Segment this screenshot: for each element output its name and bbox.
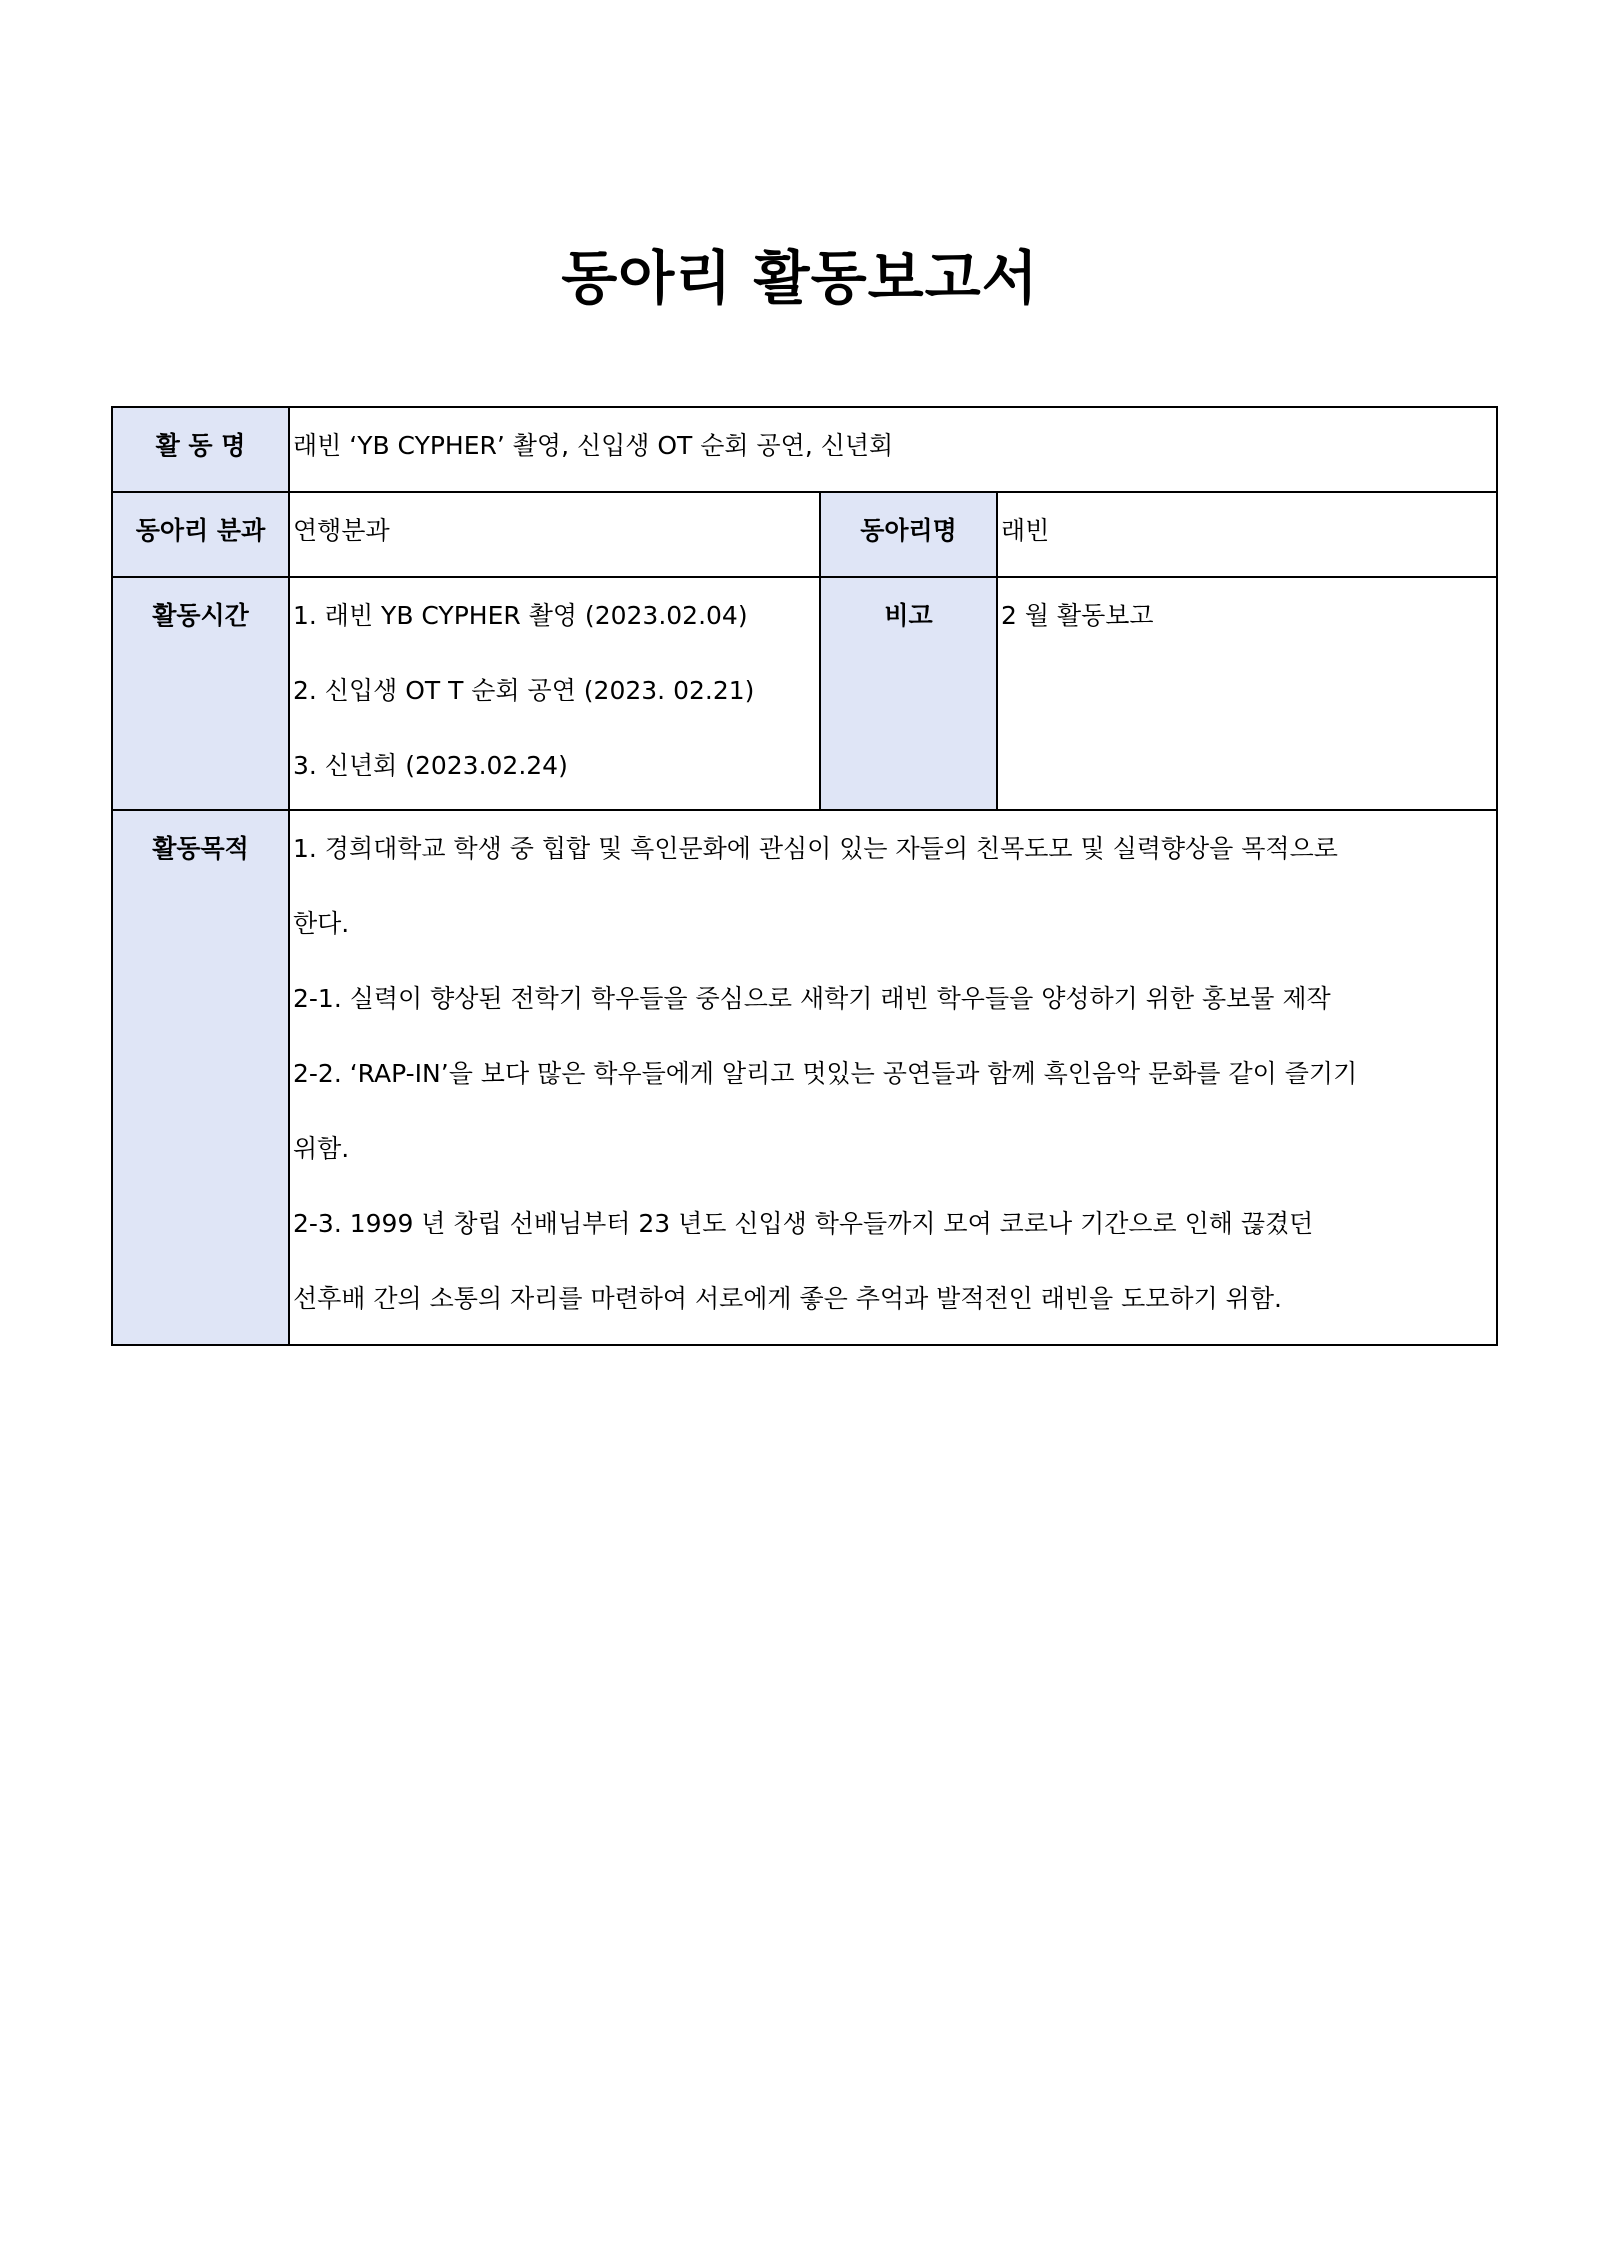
purpose-line: 선후배 간의 소통의 자리를 마련하여 서로에게 좋은 추억과 발적전인 래빈을 도모하기 위함. — [293, 1284, 1282, 1313]
value-remarks: 2 월 활동보고 — [997, 577, 1497, 810]
value-division: 연행분과 — [289, 492, 820, 577]
label-club-name: 동아리명 — [820, 492, 997, 577]
purpose-line: 위함. — [293, 1134, 350, 1163]
row-activity-name — [112, 407, 1497, 492]
row-purpose — [112, 810, 1497, 1345]
activity-time-item: 2. 신입생 OT T 순회 공연 (2023. 02.21) — [293, 676, 755, 705]
label-activity-name: 활 동 명 — [112, 407, 289, 492]
label-remarks: 비고 — [820, 577, 997, 810]
activity-time-item: 1. 래빈 YB CYPHER 촬영 (2023.02.04) — [293, 601, 748, 630]
value-activity-name: 래빈 ‘YB CYPHER’ 촬영, 신입생 OT 순회 공연, 신년회 — [289, 407, 1497, 492]
value-club-name: 래빈 — [997, 492, 1497, 577]
label-purpose: 활동목적 — [112, 810, 289, 1345]
label-division: 동아리 분과 — [112, 492, 289, 577]
value-activity-time — [289, 577, 820, 810]
activity-report-table — [111, 406, 1498, 1346]
activity-time-item: 3. 신년회 (2023.02.24) — [293, 751, 568, 780]
row-division — [112, 492, 1497, 577]
purpose-line: 2-1. 실력이 향상된 전학기 학우들을 중심으로 새학기 래빈 학우들을 양성하기 위한 홍보물 제작 — [293, 984, 1331, 1013]
purpose-line: 2-2. ‘RAP-IN’을 보다 많은 학우들에게 알리고 멋있는 공연들과 함께 흑인음악 문화를 같이 즐기기 — [293, 1059, 1358, 1088]
label-activity-time: 활동시간 — [112, 577, 289, 810]
value-purpose — [289, 810, 1497, 1345]
row-activity-time — [112, 577, 1497, 810]
purpose-line: 1. 경희대학교 학생 중 힙합 및 흑인문화에 관심이 있는 자들의 친목도모 및 실력향상을 목적으로 — [293, 834, 1338, 863]
document-title: 동아리 활동보고서 — [561, 244, 1039, 312]
purpose-line: 한다. — [293, 909, 350, 938]
purpose-line: 2-3. 1999 년 창립 선배님부터 23 년도 신입생 학우들까지 모여 코로나 기간으로 인해 끊겼던 — [293, 1209, 1314, 1238]
